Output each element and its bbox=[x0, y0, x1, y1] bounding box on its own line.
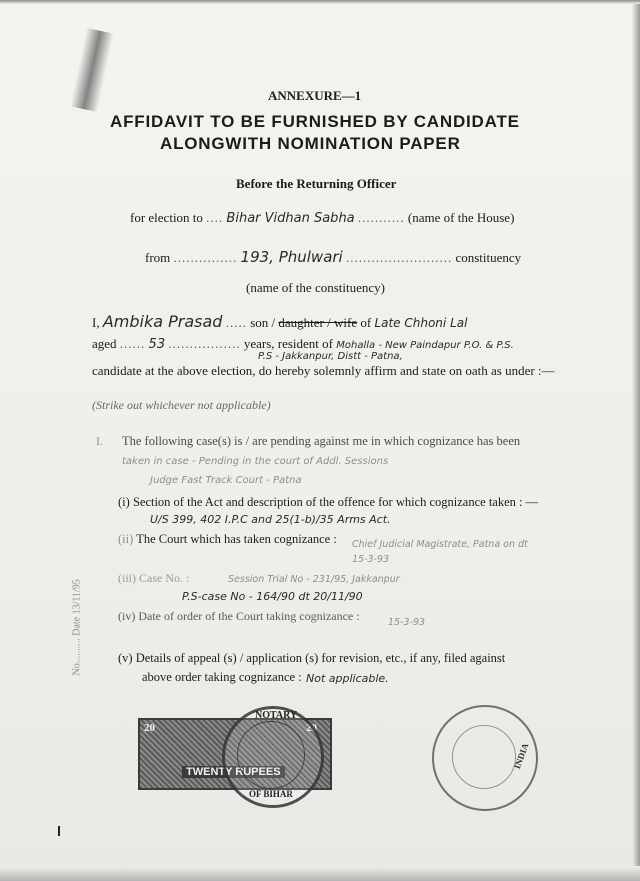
constituency-suffix: constituency bbox=[455, 250, 522, 265]
top-scan-edge bbox=[0, 0, 640, 4]
relation-struck: daughter / wife bbox=[278, 315, 358, 330]
subitem-iii-label: Case No. : bbox=[139, 571, 190, 585]
relation-label: son / bbox=[250, 315, 276, 330]
right-scan-edge bbox=[632, 0, 640, 881]
house-name-handwritten: Bihar Vidhan Sabha bbox=[226, 211, 355, 226]
before-returning-officer: Before the Returning Officer bbox=[236, 176, 397, 191]
subitem-v-number: (v) bbox=[118, 651, 133, 665]
age-line: aged ...... 53 ................. years, resident of Mohalla - New Paindapur P.O. & P.S. bbox=[92, 336, 514, 352]
notary-seal bbox=[222, 706, 324, 808]
subitem-ii bbox=[118, 532, 337, 547]
years-label: years, resident of bbox=[243, 336, 334, 351]
from-prefix: from bbox=[145, 250, 171, 265]
item-i-text: The following case(s) is / are pending against me in which cognizance has been bbox=[122, 434, 521, 448]
stamp-denomination-left: 20 bbox=[144, 722, 155, 734]
subitem-iv bbox=[118, 609, 360, 624]
notary-seal-top-text: NOTARY bbox=[255, 710, 298, 721]
father-name-handwritten: Late Chhoni Lal bbox=[374, 316, 468, 330]
constituency-line: from ............... 193, Phulwari ......................... constituency bbox=[145, 248, 522, 266]
declaration-text: candidate at the above election, do hereby solemnly affirm and state on oath as under :— bbox=[92, 363, 555, 378]
annexure-label: ANNEXURE—1 bbox=[268, 88, 362, 103]
notary-seal-inner-ring bbox=[237, 721, 305, 789]
subitem-v-label-line2: above order taking cognizance : bbox=[142, 670, 302, 684]
subitem-iii bbox=[118, 571, 189, 586]
margin-note-vertical: No.......... Date 13/11/95 bbox=[71, 579, 83, 676]
subitem-i bbox=[118, 495, 538, 510]
left-scan-shadow bbox=[70, 28, 114, 112]
constituency-handwritten: 193, Phulwari bbox=[240, 248, 343, 266]
relation-of: of bbox=[360, 315, 372, 330]
subitem-ii-label: The Court which has taken cognizance : bbox=[136, 532, 337, 546]
subitem-ii-handwritten: Chief Judicial Magistrate, Patna on dt 15-3-93 bbox=[352, 539, 528, 565]
i-prefix: I, bbox=[92, 315, 100, 330]
election-line: for election to .... Bihar Vidhan Sabha ........... (name of the House) bbox=[130, 210, 515, 226]
declarant-name-handwritten: Ambika Prasad bbox=[102, 312, 223, 331]
subitem-ii-number: (ii) bbox=[118, 532, 134, 546]
item-i-number: I. bbox=[96, 434, 103, 448]
address-line1-handwritten: Mohalla - New Paindapur P.O. & P.S. bbox=[336, 340, 514, 351]
aged-label: aged bbox=[92, 336, 117, 351]
bottom-scan-edge bbox=[0, 866, 640, 881]
house-caption: (name of the House) bbox=[407, 210, 515, 225]
subitem-iv-label: Date of order of the Court taking cognizance : bbox=[138, 609, 360, 623]
subitem-v-handwritten: Not applicable. bbox=[306, 672, 389, 685]
subitem-v-label: Details of appeal (s) / application (s) for revision, etc., if any, filed against bbox=[135, 651, 506, 665]
subitem-i-label: Section of the Act and description of the offence for which cognizance taken : — bbox=[132, 495, 539, 509]
strike-out-note: (Strike out whichever not applicable) bbox=[92, 398, 271, 412]
subitem-i-handwritten: U/S 399, 402 I.P.C and 25(1-b)/35 Arms Act. bbox=[150, 513, 391, 526]
subitem-iv-number: (iv) bbox=[118, 609, 136, 623]
round-seal-right bbox=[432, 705, 538, 811]
address-line2-handwritten: P.S - Jakkanpur, Distt - Patna, bbox=[258, 351, 403, 362]
constituency-caption: (name of the constituency) bbox=[246, 280, 385, 295]
notary-seal-bottom-text: OF BIHAR bbox=[249, 789, 293, 799]
for-election-prefix: for election to bbox=[130, 210, 203, 225]
subitem-iii-handwritten: Session Trial No - 231/95, Jakkanpur bbox=[228, 574, 400, 585]
subitem-v bbox=[118, 651, 505, 666]
age-handwritten: 53 bbox=[148, 337, 166, 352]
subitem-i-number: (i) bbox=[118, 495, 130, 509]
round-seal-right-text: INDIA bbox=[512, 741, 531, 771]
declarant-line: I, Ambika Prasad ..... son / daughter / wife of Late Chhoni Lal bbox=[92, 312, 468, 331]
round-seal-right-inner bbox=[452, 725, 516, 789]
subitem-iii-number: (iii) bbox=[118, 571, 136, 585]
item-i-handwritten-line2: Judge Fast Track Court - Patna bbox=[150, 475, 302, 486]
item-i-handwritten-line1: taken in case - Pending in the court of Addl. Sessions bbox=[122, 456, 389, 467]
bottom-left-mark bbox=[58, 826, 60, 836]
stamp-denomination-right: 20 bbox=[306, 722, 317, 734]
subitem-iii-handwritten-2: P.S-case No - 164/90 dt 20/11/90 bbox=[182, 590, 363, 603]
document-title-line1: AFFIDAVIT TO BE FURNISHED BY CANDIDATE bbox=[110, 112, 520, 131]
document-title-line2: ALONGWITH NOMINATION PAPER bbox=[160, 134, 461, 153]
stamp-value-text: TWENTY RUPEES bbox=[182, 766, 285, 778]
subitem-iv-handwritten: 15-3-93 bbox=[388, 617, 426, 628]
